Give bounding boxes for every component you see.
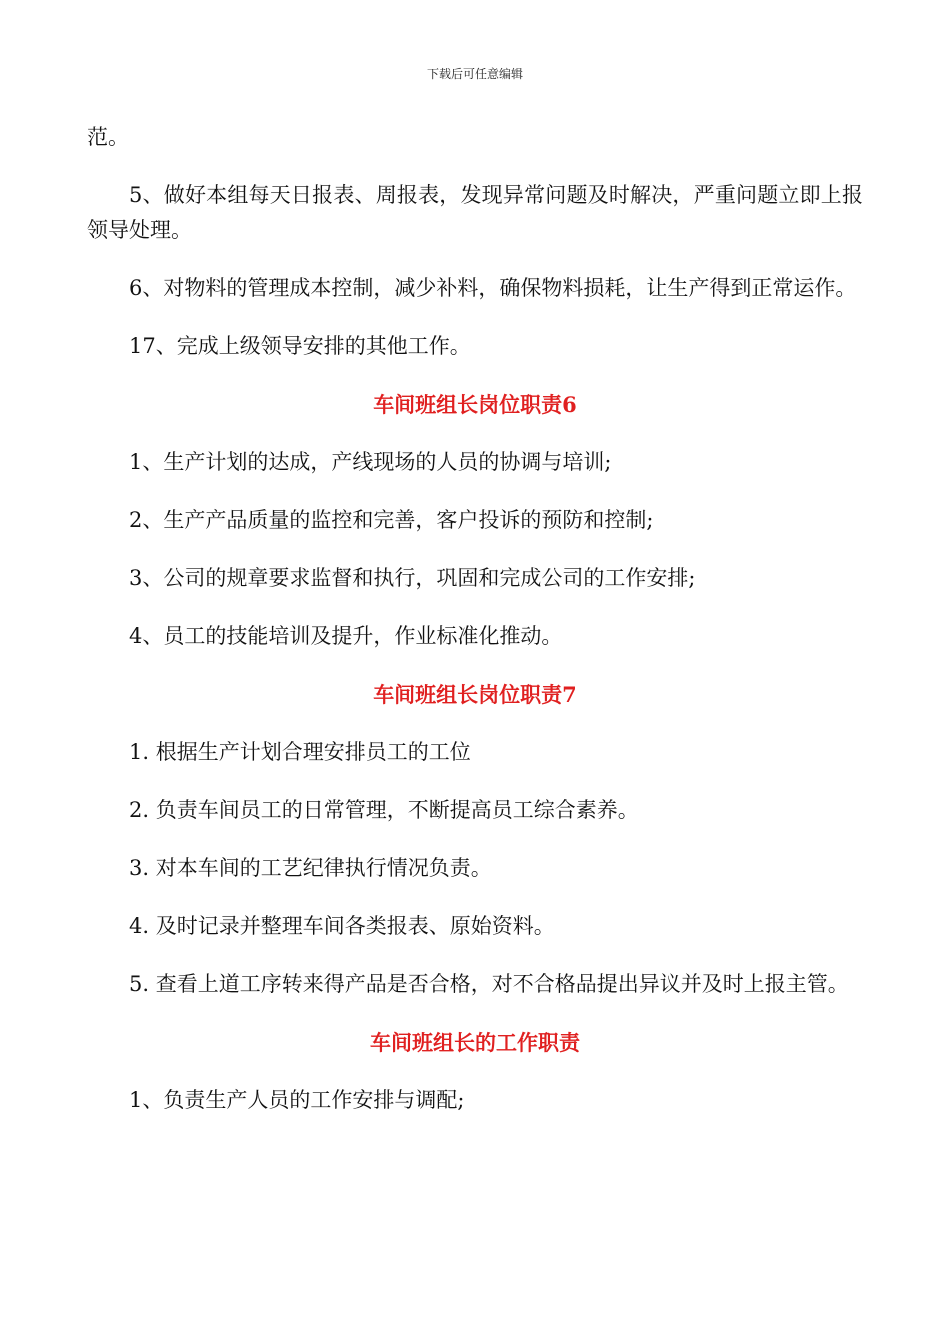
section-heading: 车间班组长岗位职责7	[373, 682, 577, 707]
section-heading: 车间班组长的工作职责	[370, 1030, 580, 1055]
paragraph: 1. 根据生产计划合理安排员工的工位	[129, 740, 471, 764]
paragraph: 2. 负责车间员工的日常管理，不断提高员工综合素养。	[129, 798, 639, 822]
page-header: 下载后可任意编辑	[426, 67, 523, 81]
paragraph: 5. 查看上道工序转来得产品是否合格，对不合格品提出异议并及时上报主管。	[129, 972, 849, 996]
paragraph: 3. 对本车间的工艺纪律执行情况负责。	[129, 856, 492, 880]
paragraph: 3、公司的规章要求监督和执行，巩固和完成公司的工作安排;	[129, 566, 696, 590]
paragraph: 2、生产产品质量的监控和完善，客户投诉的预防和控制;	[129, 508, 654, 532]
paragraph: 4. 及时记录并整理车间各类报表、原始资料。	[129, 914, 555, 938]
paragraph: 1、负责生产人员的工作安排与调配;	[129, 1088, 465, 1112]
paragraph: 5、做好本组每天日报表、周报表，发现异常问题及时解决，严重问题立即上报领导处理。	[87, 183, 863, 242]
document-body	[87, 120, 863, 1141]
paragraph: 17、完成上级领导安排的其他工作。	[129, 334, 471, 358]
paragraph: 1、生产计划的达成，产线现场的人员的协调与培训;	[129, 450, 612, 474]
paragraph: 范。	[87, 125, 129, 149]
paragraph: 6、对物料的管理成本控制，减少补料，确保物料损耗，让生产得到正常运作。	[129, 276, 857, 300]
section-heading: 车间班组长岗位职责6	[373, 392, 577, 417]
paragraph: 4、员工的技能培训及提升，作业标准化推动。	[129, 624, 563, 648]
